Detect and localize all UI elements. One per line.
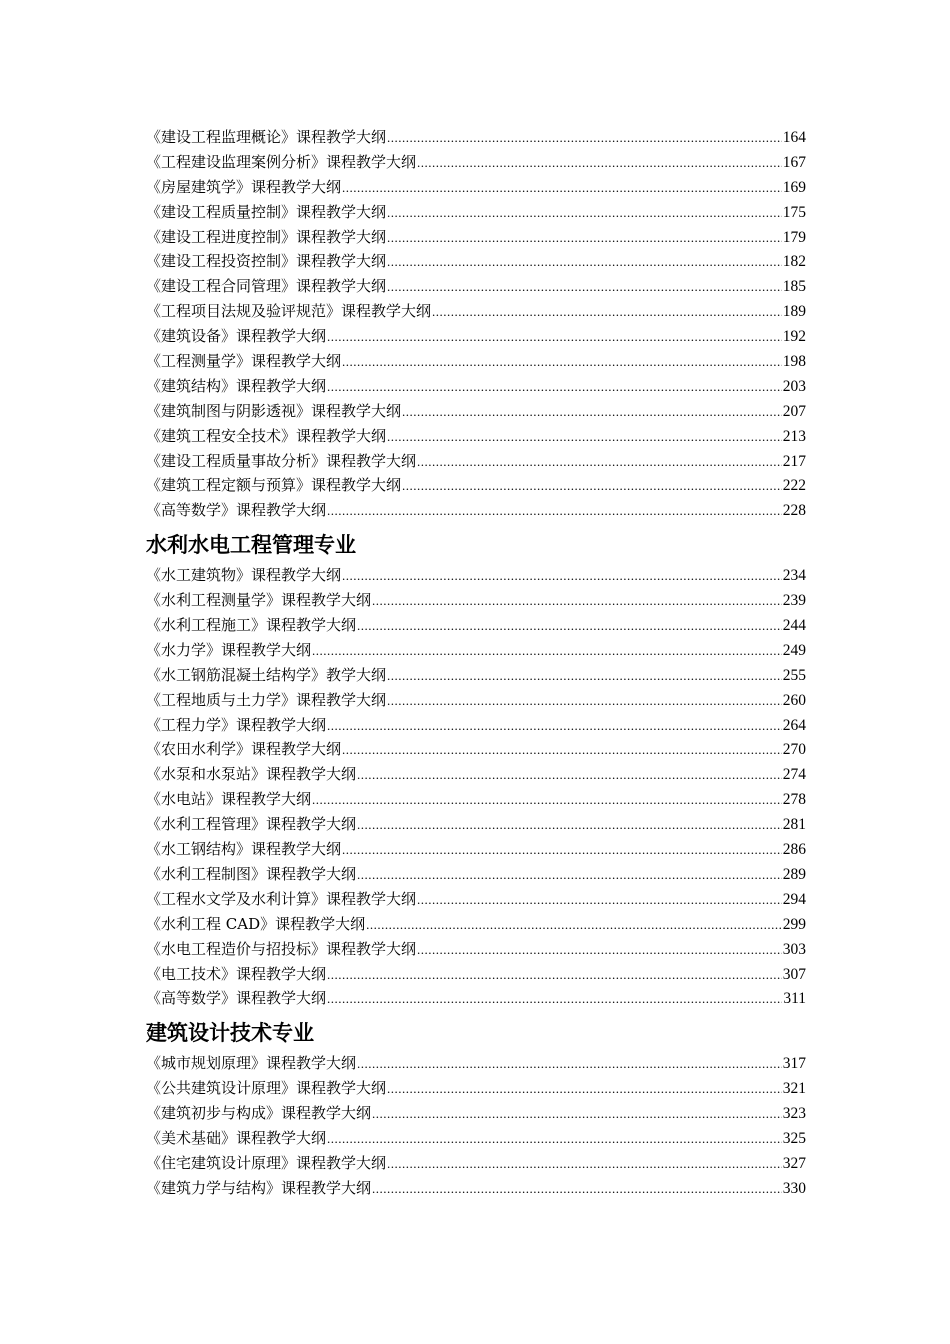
toc-entry-page-number: 330: [782, 1179, 806, 1197]
toc-entry-page-number: 270: [782, 741, 806, 759]
toc-entry-page-number: 307: [782, 965, 806, 983]
toc-entry-page-number: 175: [782, 203, 806, 221]
toc-entry-title: 《建筑工程安全技术》课程教学大纲: [146, 426, 387, 445]
dot-leader: [387, 130, 782, 146]
toc-entry-title: 《农田水利学》课程教学大纲: [146, 740, 342, 759]
toc-entry-page-number: 303: [782, 940, 806, 958]
toc-entry-title: 《建设工程投资控制》课程教学大纲: [146, 252, 387, 271]
dot-leader: [387, 1081, 782, 1097]
toc-entry[interactable]: [146, 375, 806, 400]
dot-leader: [387, 279, 782, 295]
dot-leader: [342, 354, 782, 370]
toc-entry-title: 《水电工程造价与招投标》课程教学大纲: [146, 939, 417, 958]
dot-leader: [432, 304, 782, 320]
dot-leader: [417, 454, 782, 470]
toc-entry[interactable]: [146, 664, 806, 689]
toc-entry-page-number: 274: [782, 766, 806, 784]
toc-entry-page-number: 260: [782, 691, 806, 709]
toc-entry[interactable]: [146, 176, 806, 201]
toc-entry-title: 《水泵和水泵站》课程教学大纲: [146, 765, 357, 784]
toc-entry[interactable]: [146, 226, 806, 251]
dot-leader: [357, 817, 782, 833]
dot-leader: [312, 792, 782, 808]
dot-leader: [342, 842, 782, 858]
toc-entry[interactable]: [146, 564, 806, 589]
toc-entry-page-number: 189: [782, 303, 806, 321]
toc-entry-page-number: 323: [782, 1105, 806, 1123]
toc-entry-page-number: 182: [782, 253, 806, 271]
toc-entry-page-number: 239: [782, 592, 806, 610]
dot-leader: [387, 1156, 782, 1172]
dot-leader: [357, 767, 782, 783]
dot-leader: [387, 668, 782, 684]
toc-entry[interactable]: [146, 738, 806, 763]
section-heading: 建筑设计技术专业: [146, 1021, 314, 1046]
dot-leader: [327, 329, 782, 345]
toc-entry-page-number: 179: [782, 228, 806, 246]
toc-entry-title: 《建设工程合同管理》课程教学大纲: [146, 277, 387, 296]
dot-leader: [342, 742, 782, 758]
dot-leader: [327, 967, 782, 983]
toc-entry-title: 《电工技术》课程教学大纲: [146, 964, 327, 983]
toc-entry[interactable]: [146, 1102, 806, 1127]
dot-leader: [327, 503, 782, 519]
toc-entry-page-number: 185: [782, 278, 806, 296]
toc-entry-page-number: 321: [782, 1080, 806, 1098]
toc-entry-page-number: 325: [782, 1129, 806, 1147]
toc-entry-title: 《工程项目法规及验评规范》课程教学大纲: [146, 302, 432, 321]
toc-entry-title: 《高等数学》课程教学大纲: [146, 989, 327, 1008]
toc-entry[interactable]: [146, 888, 806, 913]
toc-entry-title: 《工程建设监理案例分析》课程教学大纲: [146, 152, 417, 171]
toc-entry-title: 《水利工程测量学》课程教学大纲: [146, 591, 372, 610]
toc-entry-page-number: 228: [782, 502, 806, 520]
toc-entry[interactable]: [146, 913, 806, 938]
dot-leader: [357, 1056, 782, 1072]
toc-entry-title: 《建设工程质量事故分析》课程教学大纲: [146, 451, 417, 470]
dot-leader: [366, 917, 782, 933]
toc-entry-title: 《建设工程质量控制》课程教学大纲: [146, 202, 387, 221]
toc-entry[interactable]: [146, 813, 806, 838]
toc-entry-page-number: 311: [783, 990, 806, 1008]
toc-entry[interactable]: [146, 863, 806, 888]
toc-entry[interactable]: [146, 325, 806, 350]
toc-entry[interactable]: [146, 250, 806, 275]
toc-entry[interactable]: [146, 614, 806, 639]
toc-entry-title: 《工程力学》课程教学大纲: [146, 715, 327, 734]
dot-leader: [312, 643, 782, 659]
dot-leader: [387, 429, 782, 445]
dot-leader: [372, 1181, 782, 1197]
dot-leader: [417, 155, 782, 171]
toc-entry-page-number: 234: [782, 567, 806, 585]
toc-entry-title: 《工程测量学》课程教学大纲: [146, 352, 342, 371]
toc-entry-page-number: 327: [782, 1154, 806, 1172]
dot-leader: [417, 942, 782, 958]
toc-entry-title: 《高等数学》课程教学大纲: [146, 501, 327, 520]
toc-entry[interactable]: [146, 275, 806, 300]
toc-entry[interactable]: [146, 425, 806, 450]
dot-leader: [342, 568, 782, 584]
toc-entry[interactable]: [146, 763, 806, 788]
toc-entry-page-number: 169: [782, 178, 806, 196]
toc-entry-title: 《房屋建筑学》课程教学大纲: [146, 177, 342, 196]
toc-entry[interactable]: [146, 300, 806, 325]
toc-entry-title: 《工程地质与土力学》课程教学大纲: [146, 690, 387, 709]
toc-entry[interactable]: [146, 938, 806, 963]
toc-entry[interactable]: [146, 126, 806, 151]
toc-entry-title: 《水利工程制图》课程教学大纲: [146, 864, 357, 883]
dot-leader: [372, 1106, 782, 1122]
toc-entry-page-number: 167: [782, 153, 806, 171]
toc-entry-page-number: 264: [782, 716, 806, 734]
toc-entry-title: 《建筑工程定额与预算》课程教学大纲: [146, 476, 402, 495]
toc-entry[interactable]: [146, 151, 806, 176]
toc-entry-title: 《美术基础》课程教学大纲: [146, 1128, 327, 1147]
toc-entry-title: 《建设工程监理概论》课程教学大纲: [146, 128, 387, 146]
toc-entry[interactable]: [146, 1152, 806, 1177]
toc-entry-page-number: 213: [782, 427, 806, 445]
section-heading: 水利水电工程管理专业: [146, 533, 356, 558]
toc-entry-title: 《水利工程 CAD》课程教学大纲: [146, 914, 366, 933]
dot-leader: [387, 230, 782, 246]
toc-entry[interactable]: [146, 1052, 806, 1077]
dot-leader: [327, 1131, 782, 1147]
toc-entry-page-number: 164: [782, 129, 806, 146]
dot-leader: [402, 478, 782, 494]
table-of-contents: [146, 126, 806, 1202]
toc-entry[interactable]: [146, 639, 806, 664]
dot-leader: [402, 404, 782, 420]
toc-entry-title: 《水工钢筋混凝土结构学》教学大纲: [146, 665, 387, 684]
toc-entry-page-number: 294: [782, 890, 806, 908]
toc-entry-title: 《水利工程施工》课程教学大纲: [146, 616, 357, 635]
toc-entry[interactable]: [146, 1177, 806, 1202]
toc-entry-page-number: 317: [782, 1055, 806, 1073]
toc-entry-page-number: 244: [782, 617, 806, 635]
toc-entry-title: 《水利工程管理》课程教学大纲: [146, 815, 357, 834]
toc-entry-page-number: 289: [782, 865, 806, 883]
toc-entry[interactable]: [146, 499, 806, 524]
toc-entry[interactable]: [146, 1127, 806, 1152]
dot-leader: [342, 180, 782, 196]
toc-entry[interactable]: [146, 714, 806, 739]
dot-leader: [387, 254, 782, 270]
toc-entry-page-number: 278: [782, 791, 806, 809]
toc-entry[interactable]: [146, 450, 806, 475]
toc-entry-title: 《建设工程进度控制》课程教学大纲: [146, 227, 387, 246]
toc-entry[interactable]: [146, 1077, 806, 1102]
toc-entry-title: 《水工钢结构》课程教学大纲: [146, 840, 342, 859]
toc-entry[interactable]: [146, 689, 806, 714]
toc-entry[interactable]: [146, 400, 806, 425]
toc-entry[interactable]: [146, 350, 806, 375]
toc-entry-title: 《水电站》课程教学大纲: [146, 790, 312, 809]
dot-leader: [357, 618, 782, 634]
toc-entry-title: 《水力学》课程教学大纲: [146, 640, 312, 659]
dot-leader: [387, 693, 782, 709]
toc-entry-page-number: 281: [782, 816, 806, 834]
toc-entry-title: 《城市规划原理》课程教学大纲: [146, 1054, 357, 1073]
toc-entry-title: 《住宅建筑设计原理》课程教学大纲: [146, 1153, 387, 1172]
toc-entry[interactable]: [146, 788, 806, 813]
dot-leader: [372, 593, 782, 609]
toc-entry-title: 《建筑初步与构成》课程教学大纲: [146, 1104, 372, 1123]
toc-entry-title: 《建筑设备》课程教学大纲: [146, 327, 327, 346]
toc-entry[interactable]: [146, 201, 806, 226]
toc-entry-page-number: 192: [782, 328, 806, 346]
toc-entry-title: 《公共建筑设计原理》课程教学大纲: [146, 1079, 387, 1098]
dot-leader: [327, 991, 782, 1007]
toc-entry-page-number: 198: [782, 353, 806, 371]
toc-entry-page-number: 255: [782, 666, 806, 684]
toc-entry-page-number: 286: [782, 841, 806, 859]
toc-entry[interactable]: [146, 838, 806, 863]
toc-entry-page-number: 222: [782, 477, 806, 495]
toc-entry-page-number: 217: [782, 452, 806, 470]
toc-entry-title: 《建筑力学与结构》课程教学大纲: [146, 1178, 372, 1197]
toc-entry[interactable]: [146, 963, 806, 988]
dot-leader: [387, 205, 782, 221]
dot-leader: [327, 718, 782, 734]
dot-leader: [417, 892, 782, 908]
toc-entry-page-number: 203: [782, 377, 806, 395]
toc-entry-page-number: 207: [782, 402, 806, 420]
toc-entry-title: 《建筑制图与阴影透视》课程教学大纲: [146, 401, 402, 420]
dot-leader: [327, 379, 782, 395]
toc-entry[interactable]: [146, 474, 806, 499]
toc-entry-page-number: 249: [782, 641, 806, 659]
toc-entry-title: 《建筑结构》课程教学大纲: [146, 376, 327, 395]
toc-entry-page-number: 299: [782, 915, 806, 933]
dot-leader: [357, 867, 782, 883]
toc-entry[interactable]: [146, 589, 806, 614]
toc-entry[interactable]: [146, 987, 806, 1012]
toc-entry-title: 《工程水文学及水利计算》课程教学大纲: [146, 889, 417, 908]
toc-entry-title: 《水工建筑物》课程教学大纲: [146, 566, 342, 585]
